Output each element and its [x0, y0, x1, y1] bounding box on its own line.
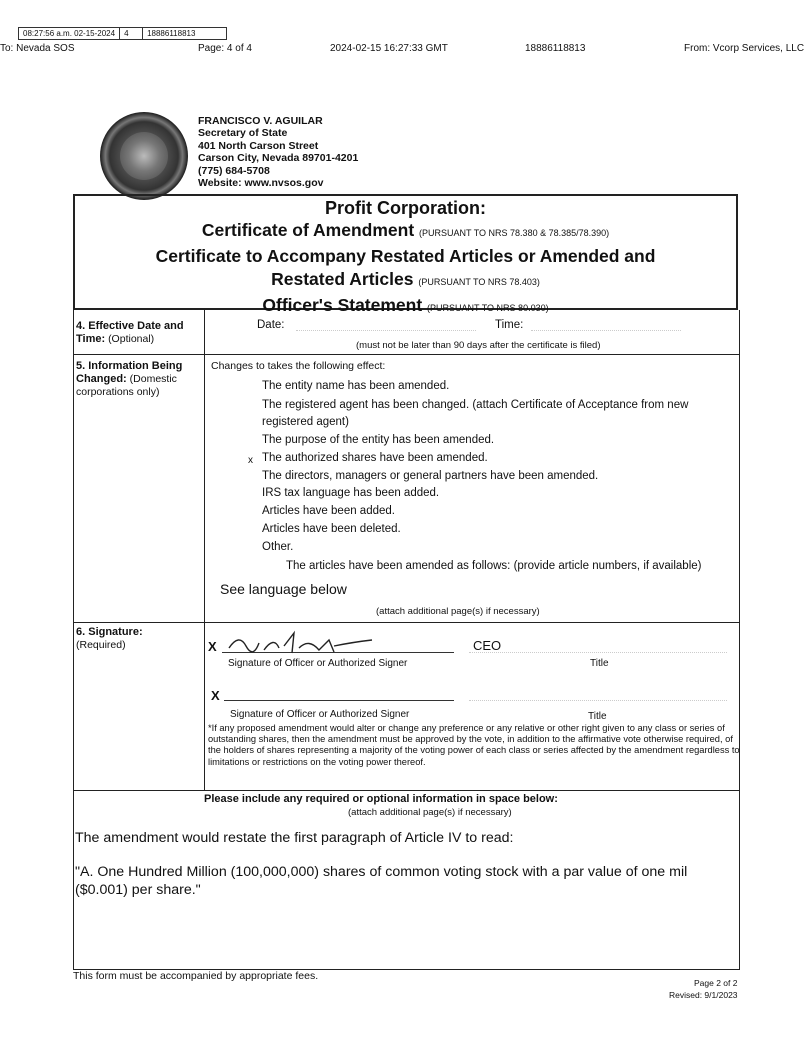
date-label: Date:	[257, 319, 285, 331]
handwritten-signature-icon	[224, 628, 374, 658]
fax-page: Page: 4 of 4	[198, 43, 252, 54]
option-other: Other.	[262, 541, 294, 553]
office-website: Website: www.nvsos.gov	[198, 177, 324, 190]
amended-as-follows: The articles have been amended as follows: (provide article numbers, if available)	[286, 560, 702, 572]
option-articles-added: Articles have been added.	[262, 505, 395, 517]
office-phone: (775) 684-5708	[198, 164, 270, 177]
state-seal-icon	[100, 112, 188, 200]
option-articles-deleted: Articles have been deleted.	[262, 523, 401, 535]
signer-caption-2: Signature of Officer or Authorized Signer	[230, 709, 410, 720]
fax-to: To: Nevada SOS	[0, 43, 75, 54]
info-heading: Please include any required or optional information in space below:	[204, 793, 558, 805]
checkbox-authorized-shares[interactable]: x	[248, 455, 253, 466]
office-title: Secretary of State	[198, 127, 288, 140]
option-registered-agent: The registered agent has been changed. (attach Certificate of Acceptance from new	[262, 399, 689, 411]
form-title-2: Certificate of Amendment (PURSUANT TO NRS 78.380 & 78.385/78.390)	[201, 220, 610, 240]
fax-stamp-time: 08:27:56 a.m. 02-15-2024	[19, 28, 120, 39]
section-6-label: 6. Signature: (Required)	[76, 626, 143, 651]
form-title-1: Profit Corporation:	[325, 198, 486, 218]
fax-datetime: 2024-02-15 16:27:33 GMT	[330, 43, 448, 54]
title-caption-2: Title	[588, 711, 607, 722]
attach-note: (attach additional page(s) if necessary)	[376, 606, 540, 617]
signature-field-2[interactable]	[224, 700, 454, 701]
office-info	[198, 115, 358, 189]
title-field-1[interactable]	[469, 652, 727, 653]
form-title-5: Officer's Statement (PURSUANT TO NRS 80.030)	[262, 295, 549, 315]
see-language-below: See language below	[220, 581, 347, 597]
office-address-2: Carson City, Nevada 89701-4201	[198, 152, 359, 165]
signer-caption-1: Signature of Officer or Authorized Signer	[228, 658, 408, 669]
option-authorized-shares: The authorized shares have been amended.	[262, 452, 488, 464]
fax-from: From: Vcorp Services, LLC	[684, 43, 805, 54]
amendment-text-line-2: ($0.001) per share."	[75, 882, 201, 898]
amendment-footnote: *If any proposed amendment would alter or change any preference or any relative or other right given to any class or series of outstanding shares, then the amendment must be approved by the vote, in addition to the affirmative vote otherwise required, of the holders of shares representing a majority of the voting power of each class or series affected by the amendment regardless to limitations or restrictions on the voting power thereof.	[208, 723, 740, 767]
checkbox-entity-name[interactable]	[246, 383, 255, 392]
option-directors: The directors, managers or general partners have been amended.	[262, 470, 599, 482]
form-table	[73, 310, 740, 970]
option-irs: IRS tax language has been added.	[262, 487, 440, 499]
title-value-1: CEO	[473, 638, 502, 653]
checkbox-directors[interactable]	[246, 473, 255, 482]
amendment-text-line-1: "A. One Hundred Million (100,000,000) shares of common voting stock with a par value of one mil	[75, 864, 688, 880]
date-note: (must not be later than 90 days after the certificate is filed)	[356, 340, 601, 351]
checkbox-other[interactable]	[246, 544, 255, 553]
fees-note: This form must be accompanied by appropriate fees.	[73, 970, 319, 982]
time-label: Time:	[495, 319, 524, 331]
title-caption-1: Title	[590, 658, 609, 669]
form-title-box	[73, 194, 738, 315]
time-field[interactable]	[531, 330, 681, 331]
checkbox-irs[interactable]	[246, 491, 255, 500]
date-field[interactable]	[296, 330, 476, 331]
office-address-1: 401 North Carson Street	[198, 139, 319, 152]
revised-date: Revised: 9/1/2023	[669, 990, 738, 1000]
page-number: Page 2 of 2	[694, 978, 738, 988]
section-4-label: 4. Effective Date and Time: (Optional)	[76, 320, 184, 345]
option-registered-agent-cont: registered agent)	[262, 416, 349, 428]
fax-stamp	[18, 27, 227, 40]
amendment-intro: The amendment would restate the first paragraph of Article IV to read:	[75, 830, 514, 846]
option-purpose: The purpose of the entity has been amended.	[262, 434, 495, 446]
title-field-2[interactable]	[469, 700, 727, 701]
checkbox-articles-added[interactable]	[246, 508, 255, 517]
form-title-4: Restated Articles (PURSUANT TO NRS 78.403)	[271, 269, 540, 289]
option-entity-name: The entity name has been amended.	[262, 380, 450, 392]
form-title-3: Certificate to Accompany Restated Articles or Amended and	[155, 246, 656, 266]
checkbox-registered-agent[interactable]	[246, 402, 255, 411]
info-sub: (attach additional page(s) if necessary)	[348, 807, 512, 818]
changes-intro: Changes to takes the following effect:	[211, 360, 386, 372]
signature-x-2: X	[211, 688, 220, 703]
office-name: FRANCISCO V. AGUILAR	[198, 115, 323, 127]
fax-stamp-number: 18886118813	[147, 29, 196, 38]
fax-stamp-count: 4	[120, 28, 143, 39]
section-5-label: 5. Information Being Changed: (Domestic corporations only)	[76, 360, 183, 398]
checkbox-articles-deleted[interactable]	[246, 526, 255, 535]
checkbox-purpose[interactable]	[246, 437, 255, 446]
fax-number: 18886118813	[525, 43, 586, 54]
signature-x-1: X	[208, 639, 217, 654]
